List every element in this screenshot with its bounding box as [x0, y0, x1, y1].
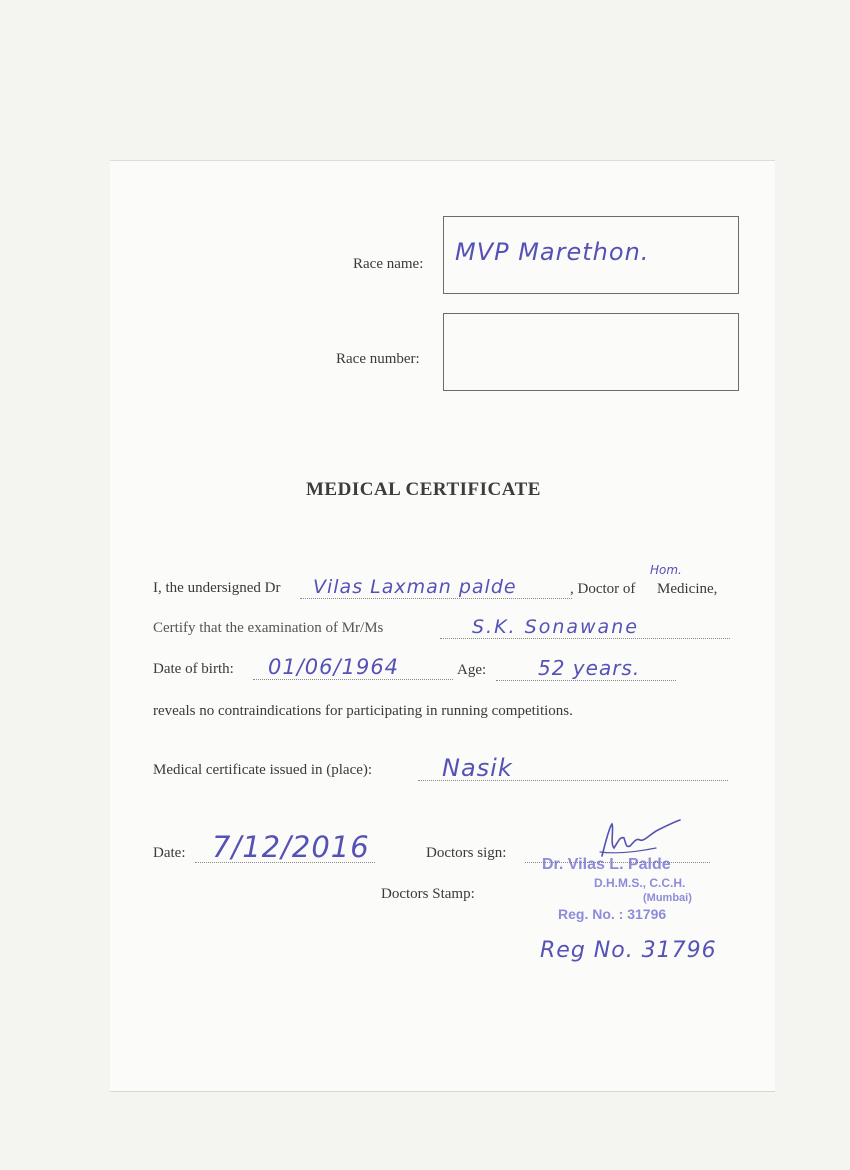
page-title: MEDICAL CERTIFICATE [306, 479, 541, 500]
place-value: Nasik [442, 754, 513, 782]
hom-insert: Hom. [650, 563, 682, 577]
doctor-name-line [300, 598, 572, 599]
doctor-stamp-label: Doctors Stamp: [381, 886, 475, 902]
date-label: Date: [153, 845, 186, 861]
race-name-value: MVP Marethon. [455, 238, 650, 266]
race-name-label: Race name: [353, 256, 424, 272]
patient-name-line [440, 638, 730, 639]
statement-text: reveals no contraindications for participating in running competitions. [153, 703, 573, 719]
stamp-name: Dr. Vilas L. Palde [542, 856, 671, 873]
doctor-name-value: Vilas Laxman palde [313, 576, 517, 598]
date-value: 7/12/2016 [212, 830, 370, 864]
undersigned-label: I, the undersigned Dr [153, 580, 281, 596]
age-value: 52 years. [538, 656, 641, 680]
patient-name-value: S.K. Sonawane [472, 616, 639, 638]
place-label: Medical certificate issued in (place): [153, 762, 373, 778]
dob-line [253, 679, 453, 680]
doctor-of-label: , Doctor of [570, 581, 636, 597]
stamp-city: (Mumbai) [643, 892, 692, 904]
certify-label: Certify that the examination of Mr/Ms [153, 620, 384, 636]
age-line [496, 680, 676, 681]
race-number-box[interactable] [443, 313, 739, 391]
dob-label: Date of birth: [153, 661, 234, 677]
doctor-sign-label: Doctors sign: [426, 845, 507, 861]
medicine-label: Medicine, [657, 581, 718, 597]
stamp-qualification: D.H.M.S., C.C.H. [594, 876, 686, 890]
stamp-reg: Reg. No. : 31796 [558, 906, 667, 922]
race-number-label: Race number: [336, 351, 420, 367]
age-label: Age: [457, 662, 487, 678]
dob-value: 01/06/1964 [268, 655, 400, 679]
reg-handwritten: Reg No. 31796 [540, 938, 717, 963]
